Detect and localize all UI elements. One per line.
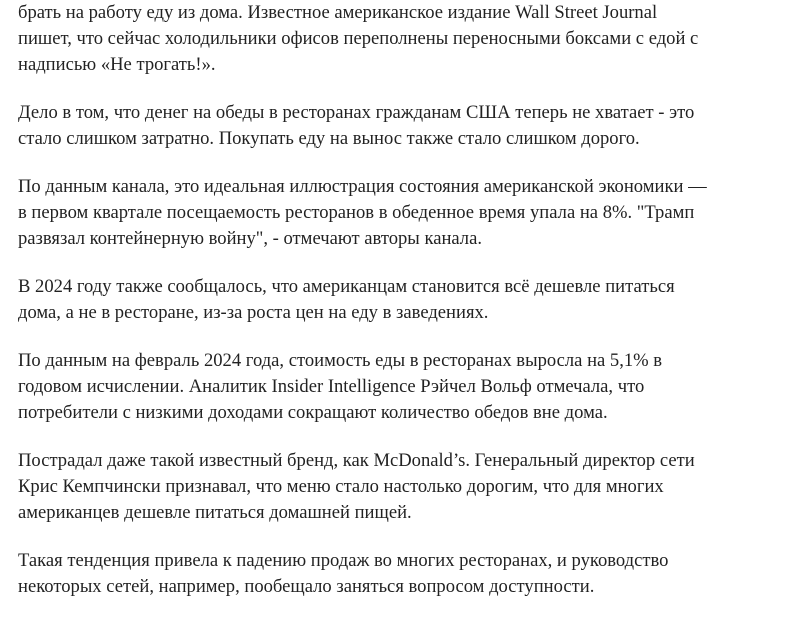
article-paragraph-4: В 2024 году также сообщалось, что американцам становится всё дешевле питаться дома, а не в ресторане, из-за роста цен на еду в заведениях. (18, 276, 675, 323)
article-paragraph-5: По данным на февраль 2024 года, стоимость еды в ресторанах выросла на 5,1% в годовом исчислении. Аналитик Insider Intelligence Рэйчел Вольф отмечала, что потребители с низкими доходами сокращают количество обедов вне дома. (18, 350, 663, 423)
article-body (18, 0, 778, 622)
article-paragraph-6: Пострадал даже такой известный бренд, как McDonald’s. Генеральный директор сети Крис Кемпчински признавал, что меню стало настолько дорогим, что для многих американцев дешевле питаться домашней пищей. (18, 450, 695, 523)
article-paragraph-1: брать на работу еду из дома. Известное американское издание Wall Street Journal пишет, что сейчас холодильники офисов переполнены переносными боксами с едой с надписью «Не трогать!». (18, 2, 699, 75)
article-paragraph-2: Дело в том, что денег на обеды в ресторанах гражданам США теперь не хватает - это стало слишком затратно. Покупать еду на вынос также стало слишком дорого. (18, 102, 695, 149)
article-paragraph-3: По данным канала, это идеальная иллюстрация состояния американской экономики — в первом квартале посещаемость ресторанов в обеденное время упала на 8%. "Трамп развязал контейнерную войну", - отмечают авторы канала. (18, 176, 707, 249)
article-paragraph-7: Такая тенденция привела к падению продаж во многих ресторанах, и руководство некоторых сетей, например, пообещало заняться вопросом доступности. (18, 550, 669, 597)
